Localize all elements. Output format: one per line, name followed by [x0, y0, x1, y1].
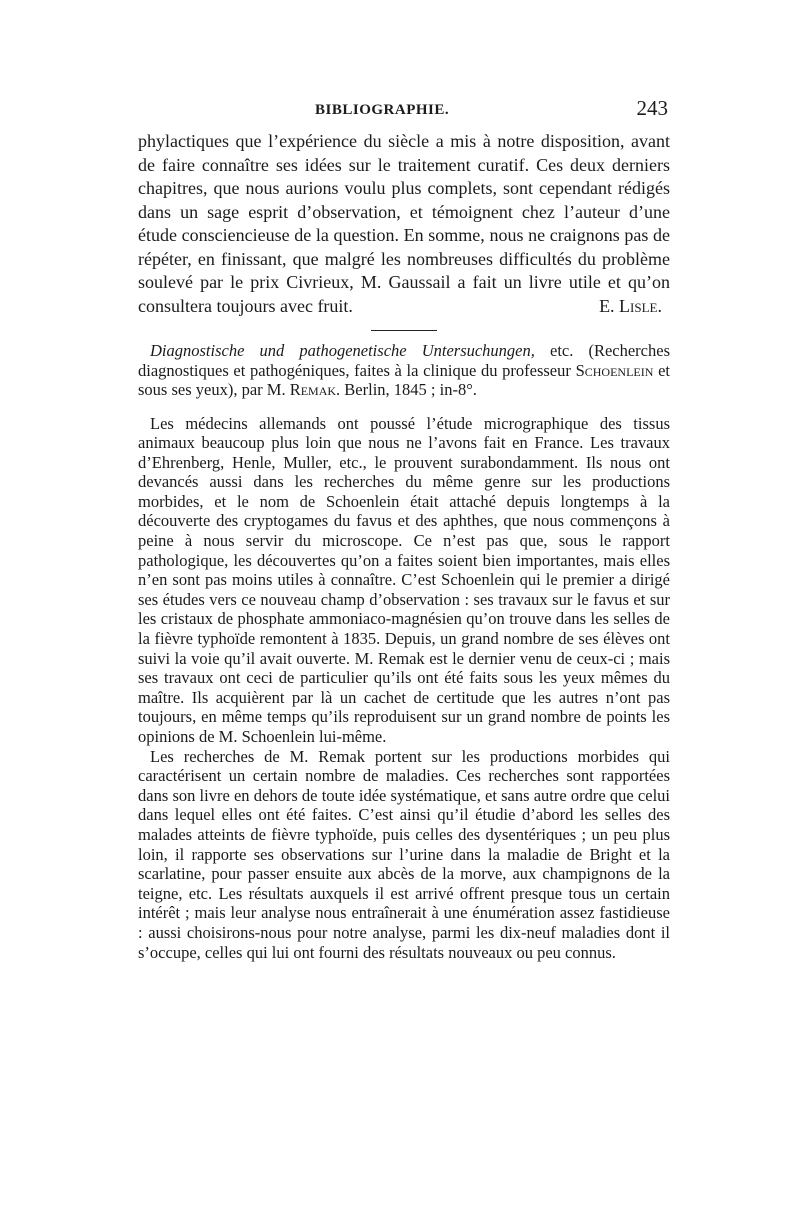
- page-header: [138, 96, 670, 126]
- running-head: BIBLIOGRAPHIE.: [315, 102, 450, 118]
- citation-part-1: etc. (Recherches diagnostiques et pathogéniques, faites à la clinique du professeur: [138, 341, 670, 380]
- page-number: 243: [636, 96, 668, 120]
- citation-author: Remak: [289, 380, 337, 399]
- book-citation: [138, 341, 670, 400]
- previous-review-text: phylactiques que l’expérience du siècle a mis à notre disposition, avant de faire connaître ses idées sur le traitement curatif. Ces deux derniers chapitres, que nous aurions voulu plus complets, sont cependant rédigés dans un sage esprit d’observation, et témoignent chez l’auteur d’une étude consciencieuse de la question. En somme, nous ne craignons pas de répéter, en finissant, que malgré les nombreuses difficultés du problème soulevé par le prix Civrieux, M. Gaussail a fait un livre utile et qu’on consultera toujours avec fruit.: [138, 131, 670, 316]
- citation-part-2: et sous ses yeux), par M.: [138, 360, 670, 399]
- book-page: [138, 96, 670, 962]
- review-signature: E. Lisle.: [599, 295, 662, 316]
- section-divider: [371, 330, 437, 331]
- citation-professor: Schoenlein: [575, 360, 654, 380]
- citation-part-3: . Berlin, 1845 ; in-8°.: [336, 380, 477, 399]
- previous-review-ending: [138, 130, 670, 318]
- citation-title: Diagnostische und pathogenetische Untersuchungen,: [150, 341, 535, 360]
- review-paragraph-2: Les recherches de M. Remak portent sur les productions morbides qui caractérisent un certain nombre de maladies. Ces recherches sont rapportées dans son livre en dehors de toute idée systématique, et sans autre ordre que celui dans lequel elles ont été faites. C’est ainsi qu’il étudie d’abord les selles des malades atteints de fièvre typhoïde, puis celles des dysentériques ; un peu plus loin, il rapporte ses observations sur l’urine dans la maladie de Bright et la scarlatine, pour passer ensuite aux abcès de la morve, aux champignons de la teigne, etc. Les résultats auxquels il est arrivé offrent presque tous un certain intérêt ; mais leur analyse nous entraînerait à une énumération assez fastidieuse : aussi choisirons-nous pour notre analyse, parmi les dix-neuf maladies dont il s’occupe, celles qui lui ont fourni des résultats nouveaux ou peu connus.: [138, 746, 670, 962]
- review-paragraph-1: Les médecins allemands ont poussé l’étude micrographique des tissus animaux beaucoup plus loin que nous ne l’avons fait en France. Les travaux d’Ehrenberg, Henle, Muller, etc., le prouvent surabondamment. Ils nous ont devancés aussi dans les recherches du même genre sur les productions morbides, et le nom de Schoenlein était attaché depuis longtemps à la découverte des cryptogames du favus et des aphthes, que nous commençons à peine à nous servir du microscope. Ce n’est pas que, sous le rapport pathologique, les découvertes qu’on a faites soient bien importantes, mais elles n’en sont pas moins utiles à connaître. C’est Schoenlein qui le premier a dirigé ses études vers ce nouveau champ d’observation : ses travaux sur le favus et sur les cristaux de phosphate ammoniaco-magnésien qu’on trouve dans les selles de la fièvre typhoïde remontent à 1835. Depuis, un grand nombre de ses élèves ont suivi la voie qu’il avait ouverte. M. Remak est le dernier venu de ceux-ci ; mais ses travaux ont ceci de particulier qu’ils ont été faits sous les yeux mêmes du maître. Ils acquièrent par là un cachet de certitude que les autres n’ont pas toujours, en même temps qu’ils reproduisent sur un grand nombre de points les opinions de M. Schoenlein lui-même.: [138, 413, 670, 746]
